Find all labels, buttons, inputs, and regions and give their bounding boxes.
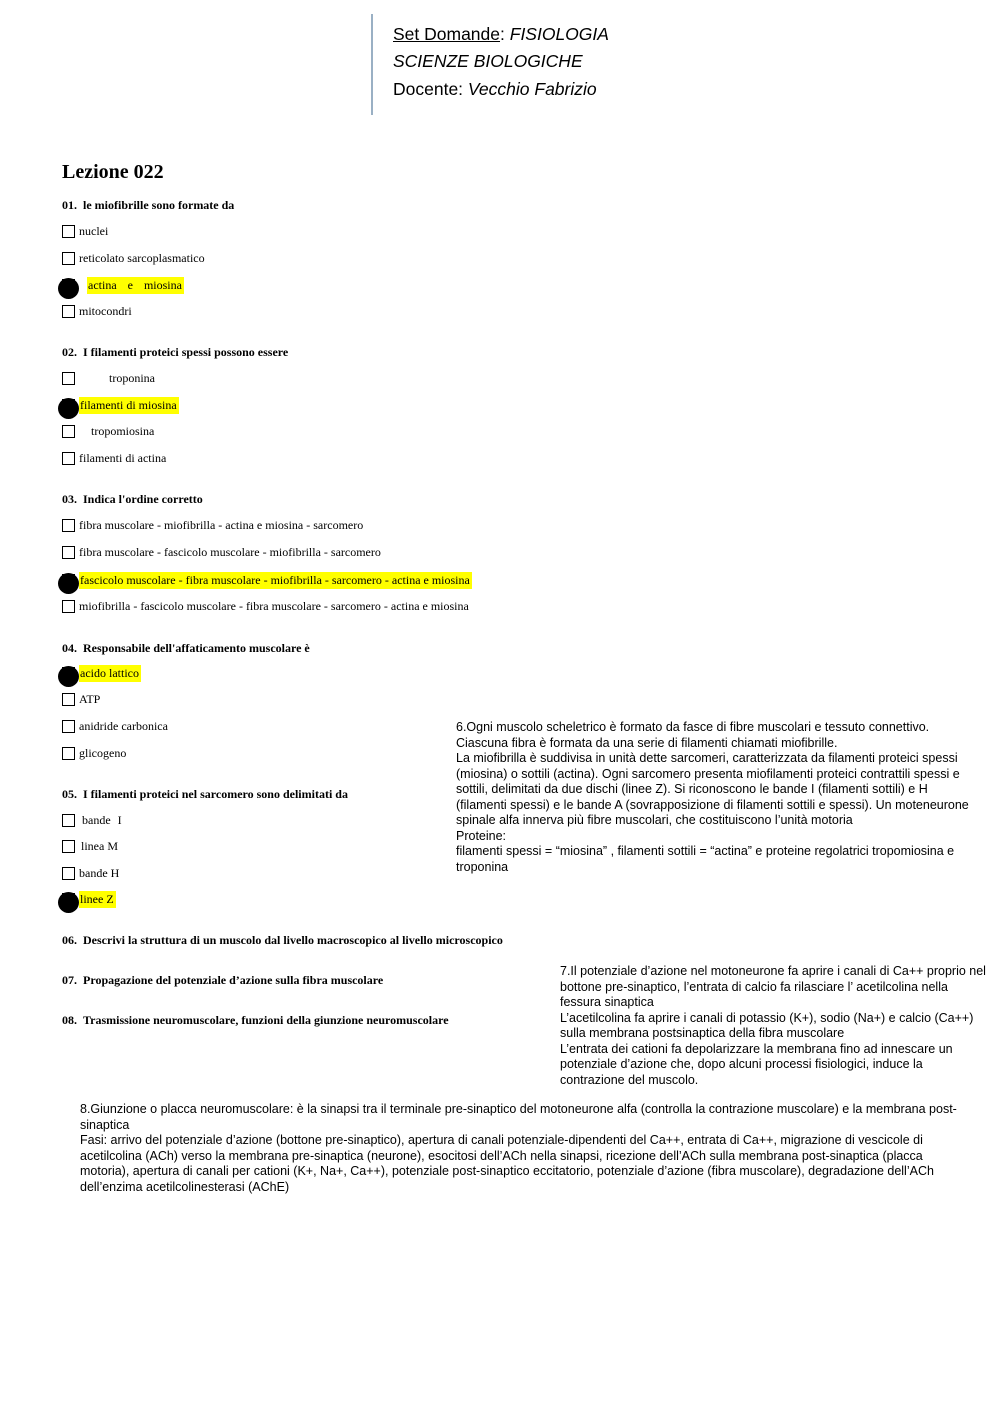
option-04-b[interactable]: ATP [62,690,100,708]
option-01-d[interactable]: mitocondri [62,302,132,320]
answer-07 [560,964,986,1088]
set-label: Set Domande [393,24,501,44]
checkbox[interactable] [62,305,75,318]
lesson-title: Lezione 022 [62,161,164,183]
option-01-c[interactable]: actina e miosina [62,276,184,294]
question-06: 06. Descrivi la struttura di un muscolo dal livello macroscopico al livello microscopico [62,933,503,947]
answer-08-line: 8.Giunzione o placca neuromuscolare: è la sinapsi tra il terminale pre-sinaptico del motoneurone alfa (controlla la contrazione muscolare) e la membrana post-sinaptica [80,1102,957,1132]
question-01: 01. le miofibrille sono formate da [62,198,235,212]
header-course-line [393,48,583,74]
answer-06-line: Ciascuna fibra è formata da una serie di filamenti chiamati miofibrille. [456,735,838,750]
answer-06-line: La miofibrilla è suddivisa in unità dette sarcomeri, caratterizzata da filamenti proteici spessi (miosina) o sottili (actina). Ogni sarcomero presenta miofilamenti proteici contrattili spessi e sottili, delimitati da due dischi (linee Z). Si riconoscono le bande I (filamenti sottili) e H (filamenti spessi) e le bande A (sovrapposizione di filamenti sottili e spessi). Un moteneurone spinale alfa innerva più fibre muscolari, che costituiscono l’unità motoria [456,751,969,827]
header-docente-line [393,76,597,102]
option-05-a[interactable]: bande I [62,811,122,829]
option-02-a[interactable]: troponina [62,369,155,387]
checkbox-selected[interactable] [62,667,75,680]
option-03-b[interactable]: fibra muscolare - fascicolo muscolare - miofibrilla - sarcomero [62,543,381,561]
checkbox[interactable] [62,425,75,438]
option-05-b[interactable]: linea M [62,837,118,855]
checkbox[interactable] [62,546,75,559]
option-01-b[interactable]: reticolato sarcoplasmatico [62,249,205,267]
option-02-d[interactable]: filamenti di actina [62,449,166,467]
selected-mark-icon [58,398,79,419]
answer-07-line: L’entrata dei cationi fa depolarizzare la membrana fino ad innescare un potenziale d’azione che, dopo alcuni processi fisiologici, induce la contrazione del muscolo. [560,1041,953,1087]
checkbox-selected[interactable] [62,893,75,906]
docente-name: Vecchio Fabrizio [467,79,597,99]
question-05: 05. I filamenti proteici nel sarcomero sono delimitati da [62,787,348,801]
checkbox[interactable] [62,600,75,613]
checkbox-selected[interactable] [62,574,75,587]
option-05-c[interactable]: bande H [62,864,119,882]
option-02-b[interactable]: filamenti di miosina [62,396,179,414]
checkbox[interactable] [62,867,75,880]
checkbox[interactable] [62,452,75,465]
question-08: 08. Trasmissione neuromuscolare, funzioni della giunzione neuromuscolare [62,1013,449,1027]
set-colon: : [500,24,510,44]
checkbox[interactable] [62,693,75,706]
answer-06-line: Proteine: [456,828,507,843]
option-01-a[interactable]: nuclei [62,222,108,240]
checkbox[interactable] [62,720,75,733]
answer-06 [456,720,976,875]
checkbox[interactable] [62,840,75,853]
checkbox-selected[interactable] [62,279,75,292]
checkbox[interactable] [62,372,75,385]
selected-mark-icon [58,573,79,594]
answer-08-line: Fasi: arrivo del potenziale d’azione (bottone pre-sinaptico), apertura di canali potenziale-dipendenti del Ca++, entrata di Ca++, migrazione di vescicole di acetilcolina (ACh) verso la membrana pre-sinaptica (neurone), esocitosi dell’ACh nella sinapsi, ricezione dell’ACh sulla membrana post-sinaptica (placca motoria), apertura di canali per cationi (K+, Na+, Ca++), potenziale post-sinaptico eccitatorio, potenziale d’azione (fibra muscolare), degradazione dell’ACh dell’enzima acetilcolinesterasi (AChE) [80,1133,934,1194]
checkbox[interactable] [62,519,75,532]
checkbox[interactable] [62,225,75,238]
docente-label: Docente: [393,79,468,99]
question-04: 04. Responsabile dell'affaticamento muscolare è [62,641,310,655]
option-03-c[interactable]: fascicolo muscolare - fibra muscolare - miofibrilla - sarcomero - actina e miosina [62,571,472,589]
option-03-d[interactable]: miofibrilla - fascicolo muscolare - fibra muscolare - sarcomero - actina e miosina [62,597,469,615]
option-05-d[interactable]: linee Z [62,890,116,908]
selected-mark-icon [58,278,79,299]
answer-06-line: 6.Ogni muscolo scheletrico è formato da fasce di fibre muscolari e tessuto connettivo. [456,720,930,734]
option-04-c[interactable]: anidride carbonica [62,717,168,735]
checkbox[interactable] [62,814,75,827]
question-07: 07. Propagazione del potenziale d’azione sulla fibra muscolare [62,973,384,987]
course-name: SCIENZE BIOLOGICHE [393,51,583,71]
option-04-a[interactable]: acido lattico [62,664,141,682]
option-02-c[interactable]: tropomiosina [62,422,154,440]
answer-07-line: L’acetilcolina fa aprire i canali di potassio (K+), sodio (Na+) e calcio (Ca++) sulla membrana postsinaptica della fibra muscolare [560,1010,974,1040]
option-03-a[interactable]: fibra muscolare - miofibrilla - actina e miosina - sarcomero [62,516,363,534]
answer-08 [80,1102,960,1195]
option-04-d[interactable]: glicogeno [62,744,126,762]
checkbox-selected[interactable] [62,399,75,412]
checkbox[interactable] [62,747,75,760]
header-set-line [393,21,609,47]
answer-07-line: 7.Il potenziale d’azione nel motoneurone fa aprire i canali di Ca++ proprio nel bottone pre-sinaptico, l’entrata di calcio fa rilasciare l’ acetilcolina nella fessura sinaptica [560,964,986,1009]
subject-name: FISIOLOGIA [509,24,609,44]
selected-mark-icon [58,666,79,687]
selected-mark-icon [58,892,79,913]
checkbox[interactable] [62,252,75,265]
question-02: 02. I filamenti proteici spessi possono essere [62,345,289,359]
question-03: 03. Indica l'ordine corretto [62,492,203,506]
header-divider [371,14,373,115]
answer-06-line: filamenti spessi = “miosina” , filamenti sottili = “actina” e proteine regolatrici tropomiosina e troponina [456,844,955,874]
